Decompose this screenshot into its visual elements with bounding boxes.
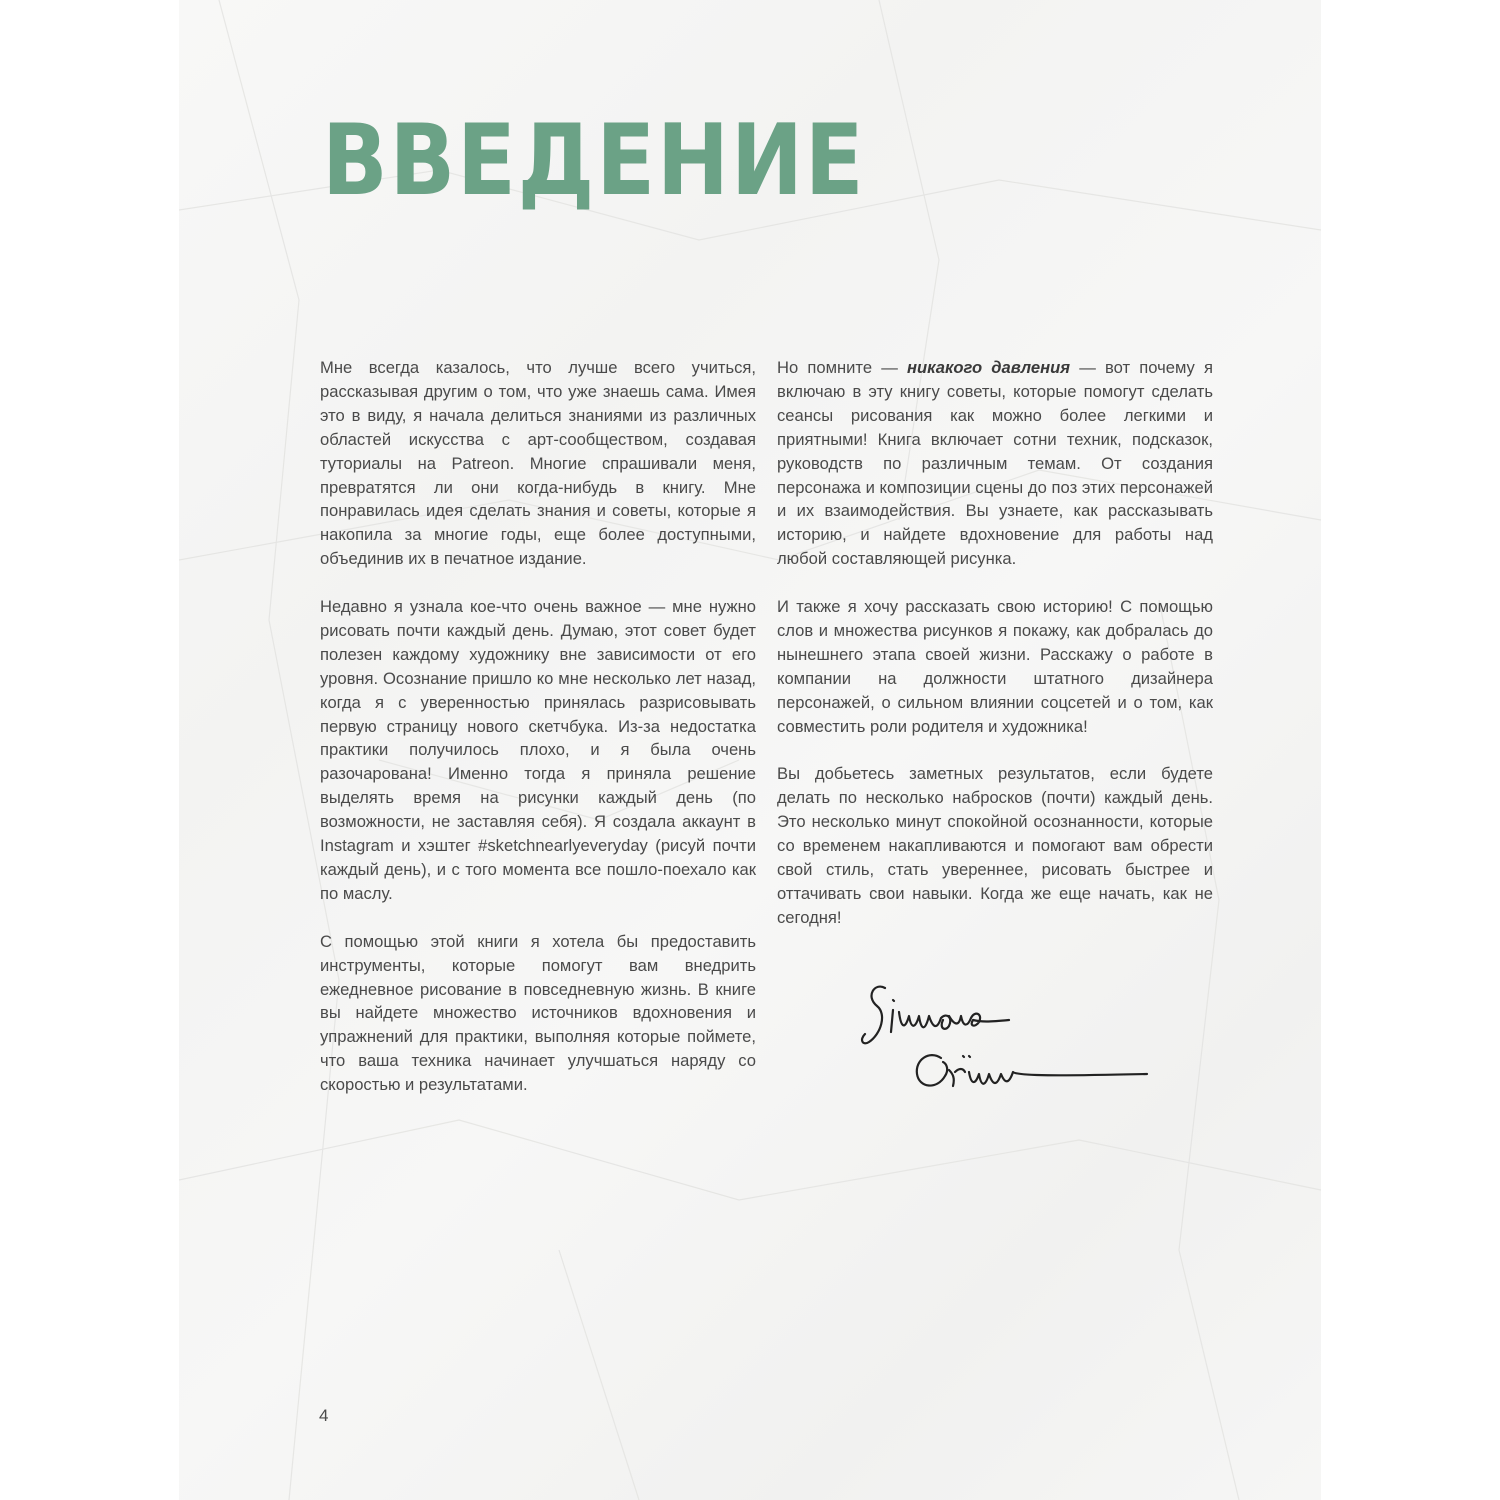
paragraph-text: — вот почему я включаю в эту книгу советы, которые помогут сделать сеансы рисования как можно более легкими и приятными! Книга включает сотни техник, подсказок, руководств по различным темам. От создания персонажа и композиции сцены до поз этих персонажей и их взаимодействия. Вы узнаете, как рассказывать историю, и найдете вдохновение для работы над любой составляющей рисунка. — [777, 358, 1213, 569]
paragraph-text: Но помните — — [777, 358, 907, 377]
paragraph: Мне всегда казалось, что лучше всего учиться, рассказывая другим о том, что уже знаешь сама. Имея это в виду, я начала делиться знаниями из различных областей искусства с арт-сообществом, создавая туториалы на Patreon. Многие спрашивали меня, превратятся ли они когда-нибудь в книгу. Мне понравилась идея сделать знания и советы, которые я накопила за многие годы, еще более доступными, объединив их в печатное издание. — [320, 358, 756, 569]
page-title: ВВЕДЕНИЕ — [322, 104, 866, 218]
page-number: 4 — [319, 1406, 329, 1425]
right-text-column — [777, 356, 1213, 954]
paragraph — [777, 356, 1213, 571]
left-text-column — [320, 356, 756, 1121]
paragraph: Недавно я узнала кое-что очень важное — мне нужно рисовать почти каждый день. Думаю, этот совет будет полезен каждому художнику вне зависимости от его уровня. Осознание пришло ко мне несколько лет назад, когда я с уверенностью принялась разрисовывать первую страницу нового скетчбука. Из-за недостатка практики получилось плохо, и я была очень разочарована! Именно тогда я приняла решение выделять время на рисунки каждый день (по возможности, не заставляя себя). Я создала аккаунт в Instagram и хэштег #sketchnearlyeveryday (рисуй почти каждый день), и с того момента все пошло-поехало как по маслу. — [320, 597, 756, 903]
paragraph: Вы добьетесь заметных результатов, если будете делать по несколько набросков (почти) каждый день. Это несколько минут спокойной осознанности, которые со временем накапливаются и помогают вам обрести свой стиль, стать увереннее, рисовать быстрее и оттачивать свои навыки. Когда же еще начать, как не сегодня! — [777, 764, 1213, 927]
paragraph: И также я хочу рассказать свою историю! С помощью слов и множества рисунков я покажу, как добралась до нынешнего этапа своей жизни. Расскажу о работе в компании на должности штатного дизайнера персонажей, о сильном влиянии соцсетей и о том, как совместить роли родителя и художника! — [777, 597, 1213, 736]
paragraph: С помощью этой книги я хотела бы предоставить инструменты, которые помогут вам внедрить ежедневное рисование в повседневную жизнь. В книге вы найдете множество источников вдохновения и упражнений для практики, выполняя которые поймете, что ваша техника начинает улучшаться наряду со скоростью и результатами. — [320, 931, 756, 1095]
author-signature — [857, 976, 1167, 1106]
emphasis-text: никакого давления — [907, 358, 1071, 377]
book-page — [179, 0, 1321, 1500]
